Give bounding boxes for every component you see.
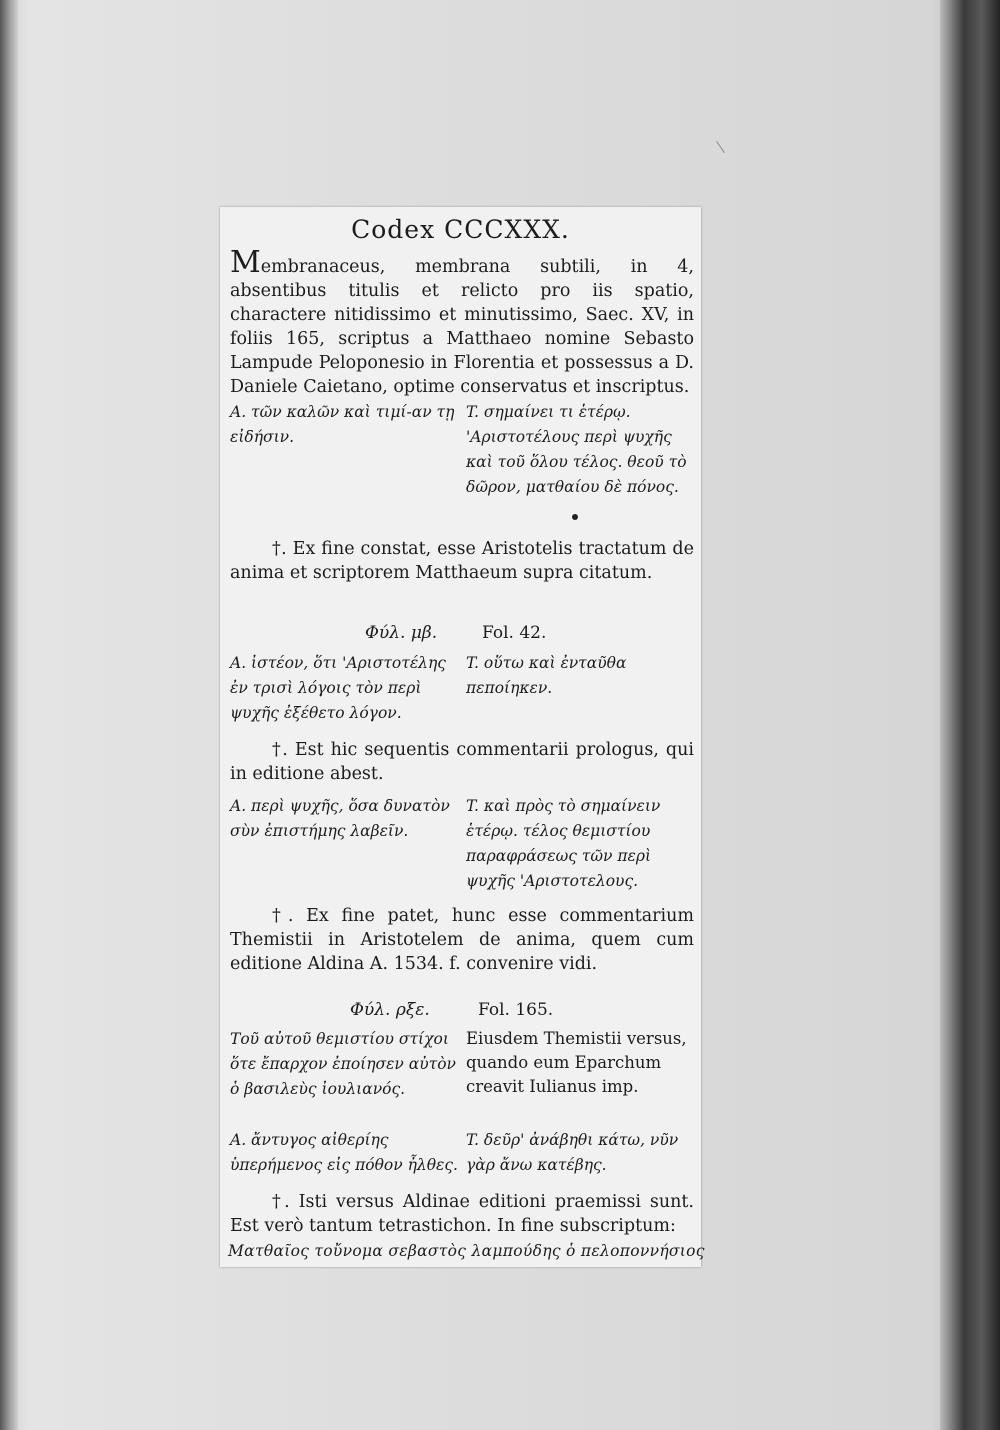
entry1-explicit: T. σημαίνει τι ἑτέρῳ. 'Αριστοτέλους περὶ ψυχῆς καὶ τοῦ ὅλου τέλος. θεοῦ τὸ δῶρον, ματθαίου δὲ πόνος. — [466, 403, 687, 496]
page-binding-edge — [0, 0, 18, 1430]
note4: †. Isti versus Aldinae editioni praemissi sunt. Est verò tantum tetrastichon. In fine subscriptum: — [230, 1192, 694, 1236]
entry2-incipit: A. ἰστέον, ὅτι 'Αριστοτέλης ἐν τρισὶ λόγοις τὸν περὶ ψυχῆς ἐξέθετο λόγον. — [230, 654, 446, 722]
entry1-incipit: A. τῶν καλῶν καὶ τιμί-αν τῃ εἰδήσιν. — [230, 403, 455, 446]
entry3-explicit: T. καὶ πρὸς τὸ σημαίνειν ἑτέρῳ. τέλος θεμιστίου παραφράσεως τῶν περὶ ψυχῆς 'Αριστοτελους. — [466, 797, 661, 890]
subscription-line: Ματθαῖος τοὔνομα σεβαστὸς λαμπούδης ὁ πελοποννήσιος — [228, 1242, 705, 1260]
entry5-incipit: A. ἄντυγος αἰθερίης ὑπερήμενος εἰς πόθον ἦλθες. — [230, 1131, 458, 1174]
note1: †. Ex fine constat, esse Aristotelis tractatum de anima et scriptorem Matthaeum supra citatum. — [230, 539, 694, 583]
entry4-latin-title: Eiusdem Themistii versus, quando eum Eparchum creavit Iulianus imp. — [466, 1029, 687, 1096]
entry3-incipit: A. περὶ ψυχῆς, ὅσα δυνατὸν σὺν ἐπιστήμης λαβεῖν. — [230, 797, 450, 840]
note2: †. Est hic sequentis commentarii prologus, qui in editione abest. — [230, 740, 694, 784]
pasted-catalog-slip — [220, 207, 705, 1267]
entry2-explicit: T. οὕτω καὶ ἐνταῦθα πεποίηκεν. — [466, 654, 627, 697]
section2-folio: Fol. 42. — [482, 623, 547, 643]
note3: †. Ex fine patet, hunc esse commentarium Themistii in Aristotelem de anima, quem cum editione Aldina A. 1534. f. convenire vidi. — [230, 906, 694, 974]
codex-title: Codex CCCXXX. — [351, 215, 570, 244]
ink-dot — [572, 514, 578, 520]
book-cover-edge — [940, 0, 1000, 1430]
section2-phyllo: Φύλ. μβ. — [365, 623, 438, 643]
section3-folio: Fol. 165. — [478, 1000, 554, 1020]
section3-phyllo: Φύλ. ρξε. — [350, 1000, 430, 1020]
entry5-explicit: T. δεῦρ' ἀνάβηθι κάτω, νῦν γὰρ ἄνω κατέβης. — [466, 1131, 679, 1174]
codex-description — [230, 245, 694, 399]
entry4-greek-title: Τοῦ αὐτοῦ θεμιστίου στίχοι ὅτε ἔπαρχον ἐποίησεν αὐτὸν ὁ βασιλεὺς ἰουλιανός. — [230, 1030, 456, 1098]
description-text: embranaceus, membrana subtili, in 4, absentibus titulis et relicto pro iis spatio, charactere nitidissimo et minutissimo, Saec. XV, in foliis 165, scriptus a Matthaeo nomine Sebasto Lampude Peloponesio in Florentia et possessus a D. Daniele Caietano, optime conservatus et inscriptus. — [230, 257, 694, 397]
dropcap-letter: M — [230, 245, 261, 280]
